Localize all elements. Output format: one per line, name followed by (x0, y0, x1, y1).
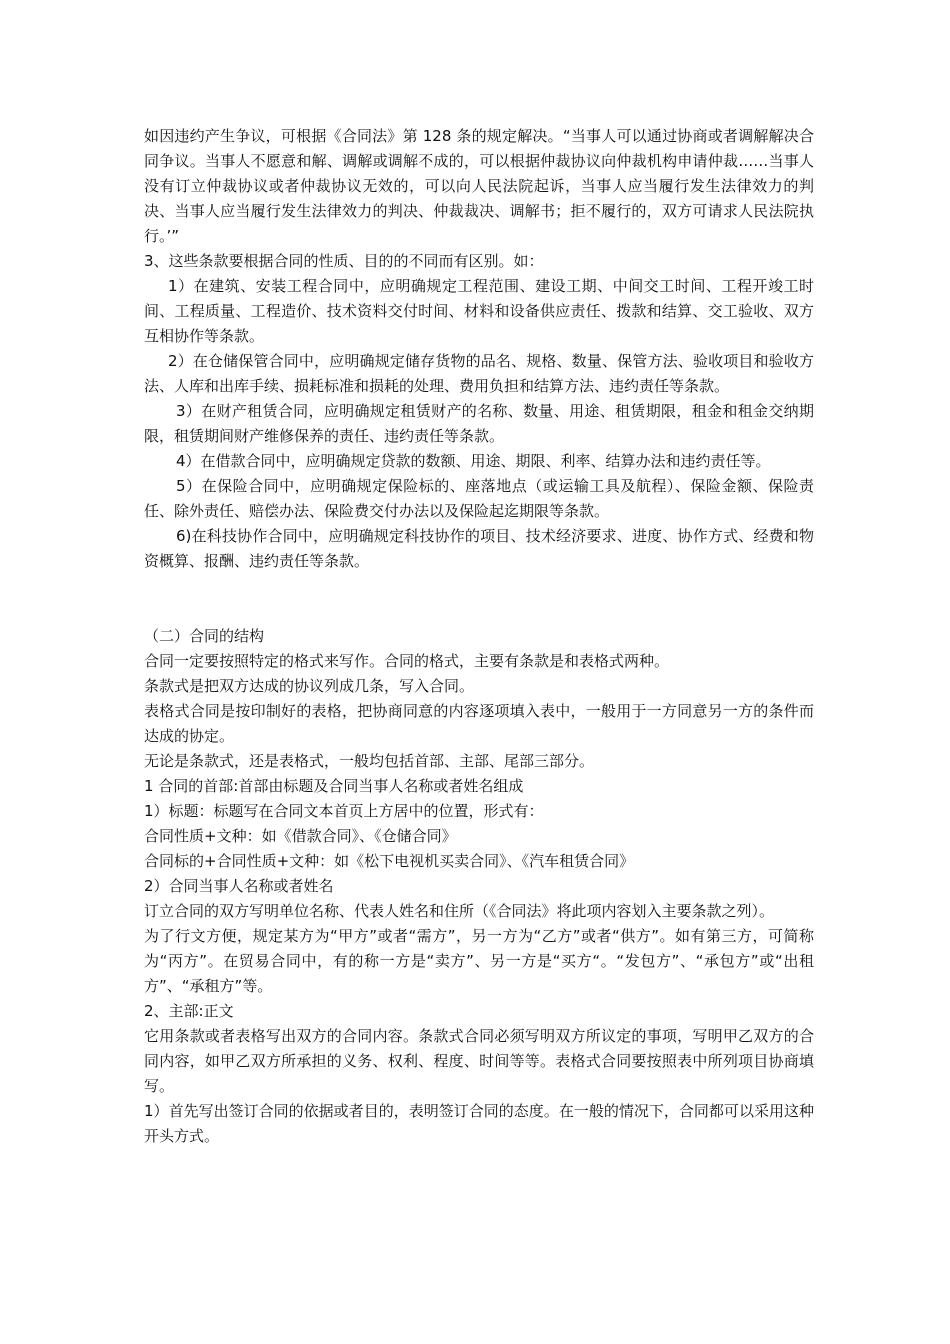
section-two-heading: （二）合同的结构 (144, 627, 265, 645)
paragraph: 表格式合同是按印制好的表格，把协商同意的内容逐项填入表中，一般用于一方同意另一方的条件而达成的协定。 (144, 702, 814, 745)
paragraph: 它用条款或者表格写出双方的合同内容。条款式合同必须写明双方所议定的事项，写明甲乙双方的合同内容，如甲乙双方所承担的义务、权利、程度、时间等等。表格式合同要按照表中所列项目协商填写。 (144, 1027, 814, 1095)
paragraph: 无论是条款式，还是表格式，一般均包括首部、主部、尾部三部分。 (144, 752, 595, 770)
list-item-construction: 1）在建筑、安装工程合同中，应明确规定工程范围、建设工期、中间交工时间、工程开竣工时间、工程质量、工程造价、技术资料交付时间、材料和设备供应责任、拨款和结算、交工验收、双方互相协作等条款。 (144, 277, 814, 345)
paragraph: 1）首先写出签订合同的依据或者目的，表明签订合同的态度。在一般的情况下，合同都可以采用这种开头方式。 (144, 1102, 814, 1145)
dispute-paragraph: 如因违约产生争议，可根据《合同法》第 128 条的规定解决。“当事人可以通过协商或者调解解决合同争议。当事人不愿意和解、调解或调解不成的，可以根据仲裁协议向仲裁机构申请仲裁……当事人没有订立仲裁协议或者仲裁协议无效的，可以向人民法院起诉，当事人应当履行发生法律效力的判决、当事人应当履行发生法律效力的判决、仲裁裁决、调解书；拒不履行的，双方可请求人民法院执行。’” (144, 127, 814, 245)
list-item-technology: 6)在科技协作合同中，应明确规定科技协作的项目、技术经济要求、进度、协作方式、经费和物资概算、报酬、违约责任等条款。 (144, 527, 814, 570)
point-3-heading: 3、这些条款要根据合同的性质、目的的不同而有区别。如： (144, 252, 544, 270)
paragraph: 2）合同当事人名称或者姓名 (144, 877, 334, 895)
paragraph: 1）标题：标题写在合同文本首页上方居中的位置，形式有： (144, 802, 544, 820)
paragraph: 订立合同的双方写明单位名称、代表人姓名和住所（《合同法》将此项内容划入主要条款之列）。 (144, 902, 775, 920)
paragraph: 条款式是把双方达成的协议列成几条，写入合同。 (144, 677, 475, 695)
list-item-insurance: 5）在保险合同中，应明确规定保险标的、座落地点（或运输工具及航程）、保险金额、保险责任、除外责任、赔偿办法、保险费交付办法以及保险起迄期限等条款。 (144, 477, 814, 520)
paragraph: 为了行文方便，规定某方为“甲方”或者“需方”，另一方为“乙方”或者“供方”。如有第三方，可简称为“丙方”。在贸易合同中，有的称一方是“卖方”、另一方是“买方“。“发包方”、“承包方”或“出租方”、“承租方”等。 (144, 927, 814, 995)
list-item-leasing: 3）在财产租赁合同，应明确规定租赁财产的名称、数量、用途、租赁期限，租金和租金交纳期限，租赁期间财产维修保养的责任、违约责任等条款。 (144, 402, 814, 445)
paragraph: 1 合同的首部:首部由标题及合同当事人名称或者姓名组成 (144, 777, 524, 795)
list-item-warehousing: 2）在仓储保管合同中，应明确规定储存货物的品名、规格、数量、保管方法、验收项目和验收方法、人库和出库手续、损耗标准和损耗的处理、费用负担和结算方法、违约责任等条款。 (144, 352, 814, 395)
paragraph: 合同性质+文种：如《借款合同》、《仓储合同》 (144, 827, 457, 845)
document-page (144, 124, 814, 1149)
paragraph: 2、主部:正文 (144, 1002, 234, 1020)
section-gap (144, 574, 814, 624)
paragraph: 合同一定要按照特定的格式来写作。合同的格式，主要有条款是和表格式两种。 (144, 652, 670, 670)
paragraph: 合同标的+合同性质+文种：如《松下电视机买卖合同》、《汽车租赁合同》 (144, 852, 635, 870)
list-item-loan: 4）在借款合同中，应明确规定贷款的数额、用途、期限、利率、结算办法和违约责任等。 (176, 452, 771, 470)
